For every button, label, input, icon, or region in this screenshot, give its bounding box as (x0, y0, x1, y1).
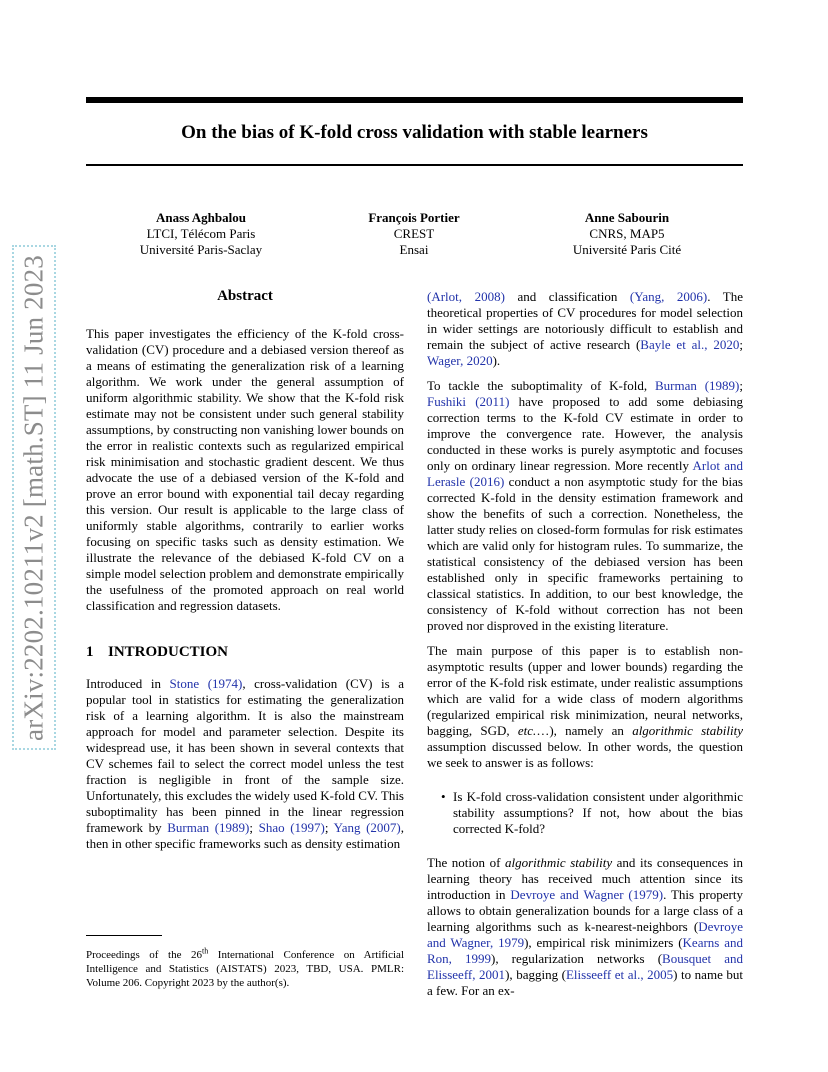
footnote-rule (86, 935, 162, 936)
author-name: Anne Sabourin (584, 210, 670, 225)
citation-link[interactable]: Burman (1989) (654, 378, 740, 393)
text-run: Introduced in (86, 676, 170, 691)
text-run: conduct a non asymptotic study for the bias corrected K-fold in the density estimation framework and show the benefits of such a correction. Nonetheless, the latter study relies on closed-form formulas for risk estimates which are valid only for histogram rules. To summarize, the statistical consistency of the debiased version has been established only in specific frameworks pertaining to classical statistics. In addition, to our best knowledge, the consistency of K-fold without correction has not been proved nor disproved in the existing literature. (427, 474, 743, 633)
text-run: The main purpose of this paper is to establish non-asymptotic results (upper and lower bounds) regarding the error of the K-fold risk estimate, under realistic assumptions which are valid for a wide class of modern algorithms (regularized empirical risk minimization, neural networks, bagging, SGD, (427, 643, 743, 738)
citation-link[interactable]: Bayle et al., 2020 (640, 337, 740, 352)
author-2 (304, 210, 524, 258)
bullet-icon: • (441, 789, 446, 804)
abstract-heading: Abstract (217, 288, 273, 304)
body-paragraph (427, 855, 743, 999)
text-run: The notion of (427, 855, 505, 870)
citation-link[interactable]: Arlot and Lerasle (2016) (427, 458, 743, 489)
text-run: Proceedings of the 26 (86, 949, 202, 961)
text-run: , then in other specific frameworks such as density estimation (86, 820, 404, 851)
text-run: ; (739, 337, 743, 352)
author-affiliation: CREST (393, 226, 435, 241)
body-paragraph (427, 378, 743, 634)
body-paragraph (427, 643, 743, 771)
intro-paragraph (86, 676, 404, 852)
superscript: th (202, 946, 209, 956)
right-column (427, 289, 743, 999)
emphasis-text: algorithmic stability (632, 723, 743, 738)
text-run: ), regularization networks ( (491, 951, 663, 966)
author-affiliation: Université Paris-Saclay (139, 242, 263, 257)
section-title: INTRODUCTION (108, 644, 229, 660)
text-run: ; (739, 378, 743, 393)
text-run: have proposed to add some debiasing correction terms to the K-fold CV estimate in order to improve the convergence rate. However, the analysis conducted in these works is purely asymptotic and focuses only on ordinary linear regression. More recently (427, 394, 743, 473)
citation-link[interactable]: Yang (2007) (333, 820, 401, 835)
text-run: , cross-validation (CV) is a popular tool in statistics for estimating the generalization risk of a learning algorithm. It is also the mainstream approach for model and parameter selection. Despite its widespread use, it has been shown in several contexts that CV schemes fail to select the correct model unless the test fraction is negligible in front of the sample size. Unfortunately, this excludes the widely used K-fold CV. This suboptimality has been pinned in the linear regression framework by (86, 676, 404, 835)
text-run: and classification (504, 289, 630, 304)
emphasis-text: etc. (517, 723, 537, 738)
text-run: …), namely an (536, 723, 633, 738)
author-block (86, 210, 743, 265)
text-run: To tackle the suboptimality of K-fold, (427, 378, 655, 393)
text-run: and its consequences in learning theory has received much attention since its introduction in (427, 855, 743, 902)
bullet-text: Is K-fold cross-validation consistent under algorithmic stability assumptions? If not, how about the bias corrected K-fold? (453, 789, 743, 836)
footnote (86, 948, 404, 990)
abstract-text: This paper investigates the efficiency of the K-fold cross-validation (CV) procedure and a debiased version thereof as a means of estimating the generalization risk of a learning algorithm. We work under the general assumption of uniform algorithmic stability. We show that the K-fold risk estimate may not be consistent under such general stability assumptions, by constructing non vanishing lower bounds on the error in realistic contexts such as regularized empirical risk minimisation and stochastic gradient descent. We thus advocate the use of a debiased version of the K-fold and prove an error bound with exponential tail decay regarding this version. Our result is applicable to the large class of uniformly stable algorithms, contrarily to earlier works focusing on specific tasks such as density estimation. We illustrate the relevance of the debiased K-fold CV on a simple model selection problem and demonstrate empirically the usefulness of the promoted approach on real world classification and regression datasets. (86, 326, 404, 613)
author-name: François Portier (368, 210, 460, 225)
title-top-rule (86, 97, 743, 103)
citation-link[interactable]: Stone (1974) (169, 676, 243, 691)
text-run: . This property allows to obtain generalization bounds for a large class of a learning algorithms such as k-nearest-neighbors ( (427, 887, 743, 934)
arxiv-identifier[interactable]: arXiv:2202.10211v2 [math.ST] 11 Jun 2023 (18, 254, 49, 741)
citation-link[interactable]: Wager, 2020 (427, 353, 493, 368)
author-affiliation: CNRS, MAP5 (589, 226, 665, 241)
text-run: ; (324, 820, 334, 835)
paper-title: On the bias of K-fold cross validation with stable learners (181, 122, 648, 143)
author-affiliation: Université Paris Cité (572, 242, 682, 257)
text-run: International Conference on Artificial Intelligence and Statistics (AISTATS) 2023, TBD, USA. PMLR: Volume 206. Copyright 2023 by the author(s). (86, 949, 404, 989)
arxiv-watermark[interactable] (12, 245, 56, 750)
body-paragraph (427, 289, 743, 369)
citation-link[interactable]: Bousquet and Elisseeff, 2001 (427, 951, 743, 982)
text-run: ), empirical risk minimizers ( (524, 935, 683, 950)
citation-link[interactable]: Kearns and Ron, 1999 (427, 935, 743, 966)
emphasis-text: algorithmic stability (504, 855, 613, 870)
citation-link[interactable]: Devroye and Wagner, 1979 (427, 919, 743, 950)
citation-link[interactable]: (Yang, 2006) (629, 289, 708, 304)
citation-link[interactable]: Burman (1989) (167, 820, 250, 835)
section-heading (86, 644, 404, 660)
text-run: assumption discussed below. In other words, the question we seek to answer is as follows: (427, 739, 743, 770)
author-1 (91, 210, 311, 258)
author-3 (517, 210, 737, 258)
author-affiliation: LTCI, Télécom Paris (146, 226, 256, 241)
citation-link[interactable]: Fushiki (2011) (427, 394, 510, 409)
citation-link[interactable]: (Arlot, 2008) (427, 289, 505, 304)
left-column (86, 288, 404, 852)
title-bottom-rule (86, 164, 743, 166)
text-run: ), bagging ( (505, 967, 566, 982)
section-number: 1 (86, 644, 94, 660)
research-question-bullet (443, 789, 743, 837)
text-run: ). (492, 353, 501, 368)
text-run: ; (249, 820, 259, 835)
text-run: . The theoretical properties of CV procedures for model selection in wider settings are notoriously difficult to establish and remain the subject of active research ( (427, 289, 743, 352)
citation-link[interactable]: Devroye and Wagner (1979) (510, 887, 664, 902)
citation-link[interactable]: Elisseeff et al., 2005 (565, 967, 674, 982)
text-run: ) to name but a few. For an ex- (427, 967, 744, 998)
author-affiliation: Ensai (399, 242, 429, 257)
citation-link[interactable]: Shao (1997) (258, 820, 325, 835)
author-name: Anass Aghbalou (156, 210, 246, 225)
